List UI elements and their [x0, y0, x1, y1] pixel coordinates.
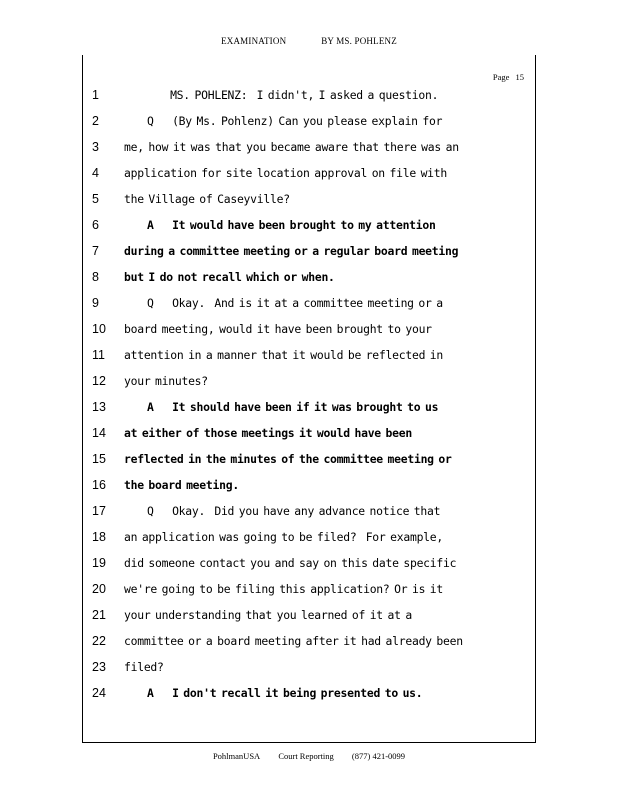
line-number: 3 — [92, 140, 99, 154]
line-text: me, how it was that you became aware that there was an — [124, 140, 459, 154]
line-number: 10 — [92, 322, 106, 336]
line-text: during a committee meeting or a regular board meeting — [124, 244, 459, 258]
line-text: an application was going to be filed? For example, — [124, 530, 443, 544]
line-number: 7 — [92, 244, 99, 258]
line-text: Q Okay. And is it at a committee meeting or a — [124, 296, 443, 310]
transcript-line — [0, 114, 618, 140]
line-text: your minutes? — [124, 374, 208, 388]
transcript-line — [0, 400, 618, 426]
transcript-line — [0, 374, 618, 400]
line-text: A I don't recall it being presented to us. — [124, 686, 423, 700]
line-number: 1 — [92, 88, 99, 102]
page-label: Page — [492, 72, 510, 82]
line-number: 24 — [92, 686, 106, 700]
transcript-line — [0, 140, 618, 166]
transcript-line — [0, 426, 618, 452]
line-number: 12 — [92, 374, 106, 388]
page-number — [493, 72, 524, 82]
line-number: 19 — [92, 556, 106, 570]
line-number: 23 — [92, 660, 106, 674]
transcript-line — [0, 686, 618, 712]
line-number: 13 — [92, 400, 106, 414]
transcript-line — [0, 530, 618, 556]
footer-phone: (877) 421-0099 — [351, 751, 406, 761]
line-text: your understanding that you learned of it at a — [124, 608, 412, 622]
line-text: did someone contact you and say on this date specific — [124, 556, 457, 570]
page-footer — [0, 751, 618, 761]
line-text: board meeting, would it have been brought to your — [124, 322, 432, 336]
line-number: 22 — [92, 634, 106, 648]
line-text: A It should have been if it was brought to us — [124, 400, 439, 414]
line-text: reflected in the minutes of the committee meeting or — [124, 452, 452, 466]
line-number: 4 — [92, 166, 99, 180]
footer-service: Court Reporting — [278, 751, 334, 761]
line-number: 15 — [92, 452, 106, 466]
line-text: at either of those meetings it would have been — [124, 426, 412, 440]
transcript-line — [0, 166, 618, 192]
line-text: Q (By Ms. Pohlenz) Can you please explain for — [124, 114, 443, 128]
transcript-line — [0, 348, 618, 374]
line-text: but I do not recall which or when. — [124, 270, 335, 284]
line-text: the board meeting. — [124, 478, 239, 492]
line-number: 21 — [92, 608, 106, 622]
line-number: 5 — [92, 192, 99, 206]
transcript-line — [0, 582, 618, 608]
transcript-line — [0, 296, 618, 322]
transcript-line — [0, 270, 618, 296]
line-text: application for site location approval on file with — [124, 166, 447, 180]
transcript-line — [0, 634, 618, 660]
line-number: 11 — [92, 348, 105, 362]
line-text: A It would have been brought to my attention — [124, 218, 436, 232]
transcript-line — [0, 452, 618, 478]
line-number: 6 — [92, 218, 99, 232]
line-text: MS. POHLENZ: I didn't, I asked a question. — [124, 88, 439, 102]
line-text: the Village of Caseyville? — [124, 192, 290, 206]
line-number: 8 — [92, 270, 99, 284]
header-section: EXAMINATION — [221, 36, 287, 46]
line-text: committee or a board meeting after it had already been — [124, 634, 463, 648]
transcript-line — [0, 218, 618, 244]
header-examiner: BY MS. POHLENZ — [321, 36, 397, 46]
line-text: attention in a manner that it would be reflected in — [124, 348, 443, 362]
line-text: Q Okay. Did you have any advance notice that — [124, 504, 441, 518]
footer-company: PohlmanUSA — [212, 751, 261, 761]
transcript-line — [0, 88, 618, 114]
transcript-line — [0, 504, 618, 530]
line-text: we're going to be filing this application? Or is it — [124, 582, 443, 596]
line-number: 20 — [92, 582, 106, 596]
transcript-line — [0, 660, 618, 686]
transcript-line — [0, 608, 618, 634]
page-number-value: 15 — [515, 72, 524, 82]
line-number: 2 — [92, 114, 99, 128]
line-number: 18 — [92, 530, 106, 544]
page-header — [0, 36, 618, 46]
line-text: filed? — [124, 660, 164, 674]
transcript-line — [0, 244, 618, 270]
transcript-line — [0, 192, 618, 218]
line-number: 16 — [92, 478, 106, 492]
line-number: 9 — [92, 296, 99, 310]
line-number: 17 — [92, 504, 106, 518]
transcript-line — [0, 322, 618, 348]
transcript-line — [0, 556, 618, 582]
line-number: 14 — [92, 426, 106, 440]
transcript-line — [0, 478, 618, 504]
